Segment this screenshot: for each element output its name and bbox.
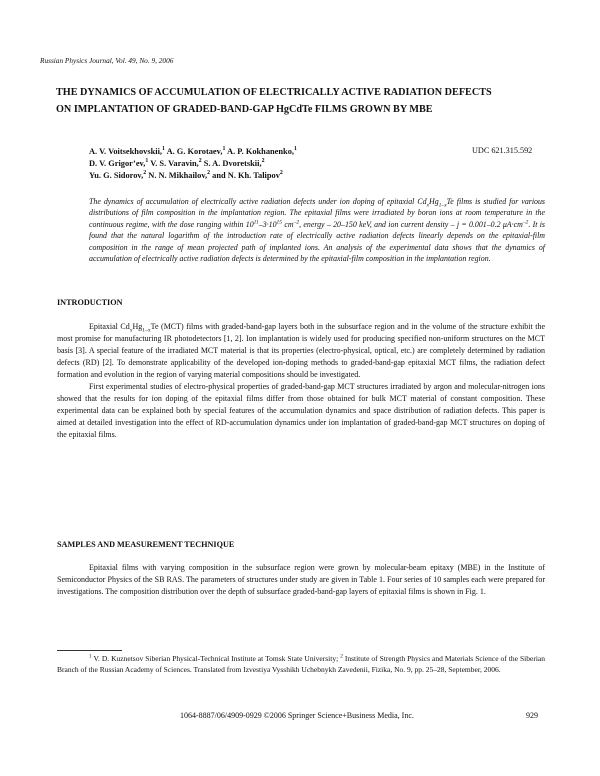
author-list (89, 146, 297, 183)
journal-header: Russian Physics Journal, Vol. 49, No. 9, 2006 (40, 56, 174, 65)
samples-body (57, 562, 545, 598)
paragraph: Epitaxial films with varying composition in the subsurface region were grown by molecular-beam epitaxy (MBE) in the Institute of Semiconductor Physics of the SB RAS. The parameters of structures under study are given in Table 1. Four series of 10 samples each were prepared for investigations. The composition distribution over the depth of subsurface graded-band-gap layers of epitaxial films is shown in Fig. 1. (57, 563, 545, 596)
affiliation-mark: 1 (294, 146, 297, 153)
affiliation-mark: 1 (145, 158, 149, 165)
paragraph: First experimental studies of electro-physical properties of graded-band-gap MCT structures irradiated by argon and molecular-nitrogen ions showed that the results for ion doping of the epitaxial films differ from those obtained for bulk MCT material of constant composition. These experimental data can be explained both by special features of the accumulation dynamics and space distribution of radiation defects. This paper is aimed at detailed investigation into the effect of RD-accumulation dynamics under ion implantation of graded-band-gap MCT structures on doping of the epitaxial films. (57, 382, 545, 439)
affiliation-mark: 1 (222, 146, 226, 153)
author: A. P. Kokhanenko, (225, 147, 294, 156)
udc-code: UDC 621.315.592 (472, 146, 533, 155)
affiliation-mark: 1 (162, 146, 165, 153)
article-title: THE DYNAMICS OF ACCUMULATION OF ELECTRICALLY ACTIVE RADIATION DEFECTS ON IMPLANTATION OF GRADED-BAND-GAP HgCdTe FILMS GROWN BY MBE (56, 87, 492, 115)
abstract: The dynamics of accumulation of electrically active radiation defects under ion doping of epitaxial $Cd_xHg_{1-x}Te$ films is studied for various distributions of film composition in the implantation region. The epitaxial films were irradiated by boron ions at room temperature in the continuous regime, with the dose ranging within $10^{11}-3\cdot 10^{15}$ $cm^{-2}$, energy – 20–150 keV, and ion current density – j = 0.001–0.2 $\mu A\cdot cm^{-2}$. It is found that the natural logarithm of the introduction rate of electrically active radiation defects linearly depends on the epitaxial-film composition in the range of mean projected path of implanted ions. An analysis of the experimental data shows that the dynamics of accumulation of electrically active radiation defects is determined by the epitaxial-film composition in the implantation region. (89, 197, 545, 264)
author: D. V. Grigor’ev, (89, 159, 146, 169)
paragraph: Epitaxial $Cd_xHg_{1-x}Te$ (MCT) films with graded-band-gap layers both in the subsurface region and in the volume of the structure exhibit the most promise for manufacturing IR photodetectors [1, 2]. Ion implantation is widely used for producing specified non-uniform structures on the MCT basis [3]. A special feature of the irradiated MCT material is that its properties (electro-physical, optical, etc.) are completely determined by radiation defects (RD) [2]. To demonstrate applicability of the developed ion-doping methods to graded-band-gap epitaxial MCT films, the radiation defect formation and evolution in the region of varying material compositions should be investigated. (57, 322, 545, 379)
affiliation-mark: 2 (279, 170, 283, 177)
section-heading-samples: SAMPLES AND MEASUREMENT TECHNIQUE (57, 540, 235, 549)
author: A. V. Voitsekhovskii, (89, 147, 162, 156)
author: A. G. Korotaev, (164, 147, 223, 156)
author: N. N. Mikhailov, (146, 171, 208, 181)
introduction-body (57, 321, 545, 441)
affiliation-mark: 2 (207, 170, 211, 177)
author: and N. Kh. Talipov (210, 171, 280, 181)
page-number: 929 (526, 711, 538, 720)
author: S. A. Dvoretskii, (201, 159, 262, 169)
copyright-line: 1064-8887/06/4909-0929 ©2006 Springer Science+Business Media, Inc. (180, 711, 414, 720)
affiliation-mark: 2 (198, 158, 202, 165)
affiliation-mark: 2 (143, 170, 147, 177)
section-heading-introduction: INTRODUCTION (57, 298, 123, 307)
author: Yu. G. Sidorov, (89, 171, 144, 181)
author: V. S. Varavin, (148, 159, 199, 169)
footnote-divider (57, 650, 122, 651)
footnote: $^1$ V. D. Kuznetsov Siberian Physical-Technical Institute at Tomsk State University; $^2$ Institute of Strength Physics and Materials Science of the Siberian Branch of the Russian Academy of Sciences. Translated from Izvestiya Vysshikh Uchebnykh Zavedenii, Fizika, No. 9, pp. 25–28, September, 2006. (57, 653, 545, 674)
affiliation-mark: 2 (261, 158, 265, 165)
